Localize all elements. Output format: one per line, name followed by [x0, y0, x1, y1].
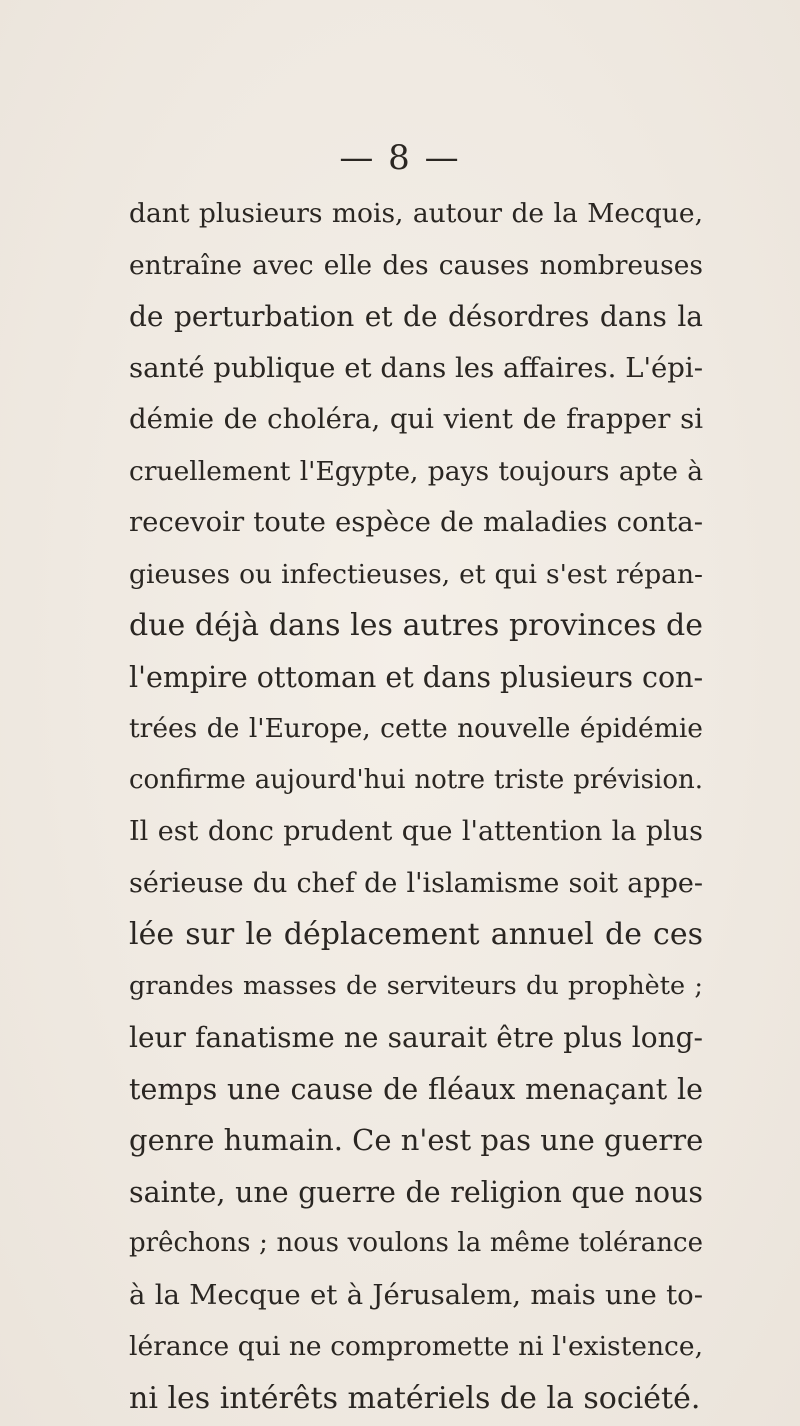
text-line: gieuses ou infectieuses, et qui s'est répan- — [129, 558, 703, 590]
text-line: lérance qui ne compromette ni l'existence, — [129, 1331, 703, 1362]
text-line: prêchons ; nous voulons la même tolérance — [129, 1228, 703, 1258]
text-line: l'empire ottoman et dans plusieurs con- — [129, 660, 703, 694]
text-line: démie de choléra, qui vient de frapper si — [129, 403, 703, 435]
text-line: ni les intérêts matériels de la société. — [129, 1380, 701, 1416]
text-line: à la Mecque et à Jérusalem, mais une to- — [129, 1278, 703, 1311]
text-line: due déjà dans les autres provinces de — [129, 608, 703, 643]
text-line: dant plusieurs mois, autour de la Mecque, — [129, 198, 703, 229]
text-line: confirme aujourd'hui notre triste prévision. — [129, 764, 703, 795]
text-line: sérieuse du chef de l'islamisme soit appe- — [129, 867, 703, 899]
text-line: leur fanatisme ne saurait être plus long- — [129, 1021, 703, 1054]
text-line: entraîne avec elle des causes nombreuses — [129, 249, 703, 281]
text-line: genre humain. Ce n'est pas une guerre — [129, 1123, 703, 1157]
text-line: temps une cause de fléaux menaçant le — [129, 1072, 703, 1106]
text-line: sainte, une guerre de religion que nous — [129, 1175, 703, 1209]
text-line: cruellement l'Egypte, pays toujours apte à — [129, 455, 703, 487]
text-line: lée sur le déplacement annuel de ces — [129, 917, 703, 952]
body-text — [129, 188, 703, 1424]
text-line: de perturbation et de désordres dans la — [129, 300, 703, 333]
text-line: grandes masses de serviteurs du prophète ; — [129, 970, 703, 1001]
text-line: Il est donc prudent que l'attention la plus — [129, 816, 703, 847]
text-line: santé publique et dans les affaires. L'épi- — [129, 351, 703, 384]
text-line: recevoir toute espèce de maladies conta- — [129, 506, 703, 538]
text-line: trées de l'Europe, cette nouvelle épidémie — [129, 713, 703, 744]
page-number: — 8 — — [339, 138, 461, 178]
